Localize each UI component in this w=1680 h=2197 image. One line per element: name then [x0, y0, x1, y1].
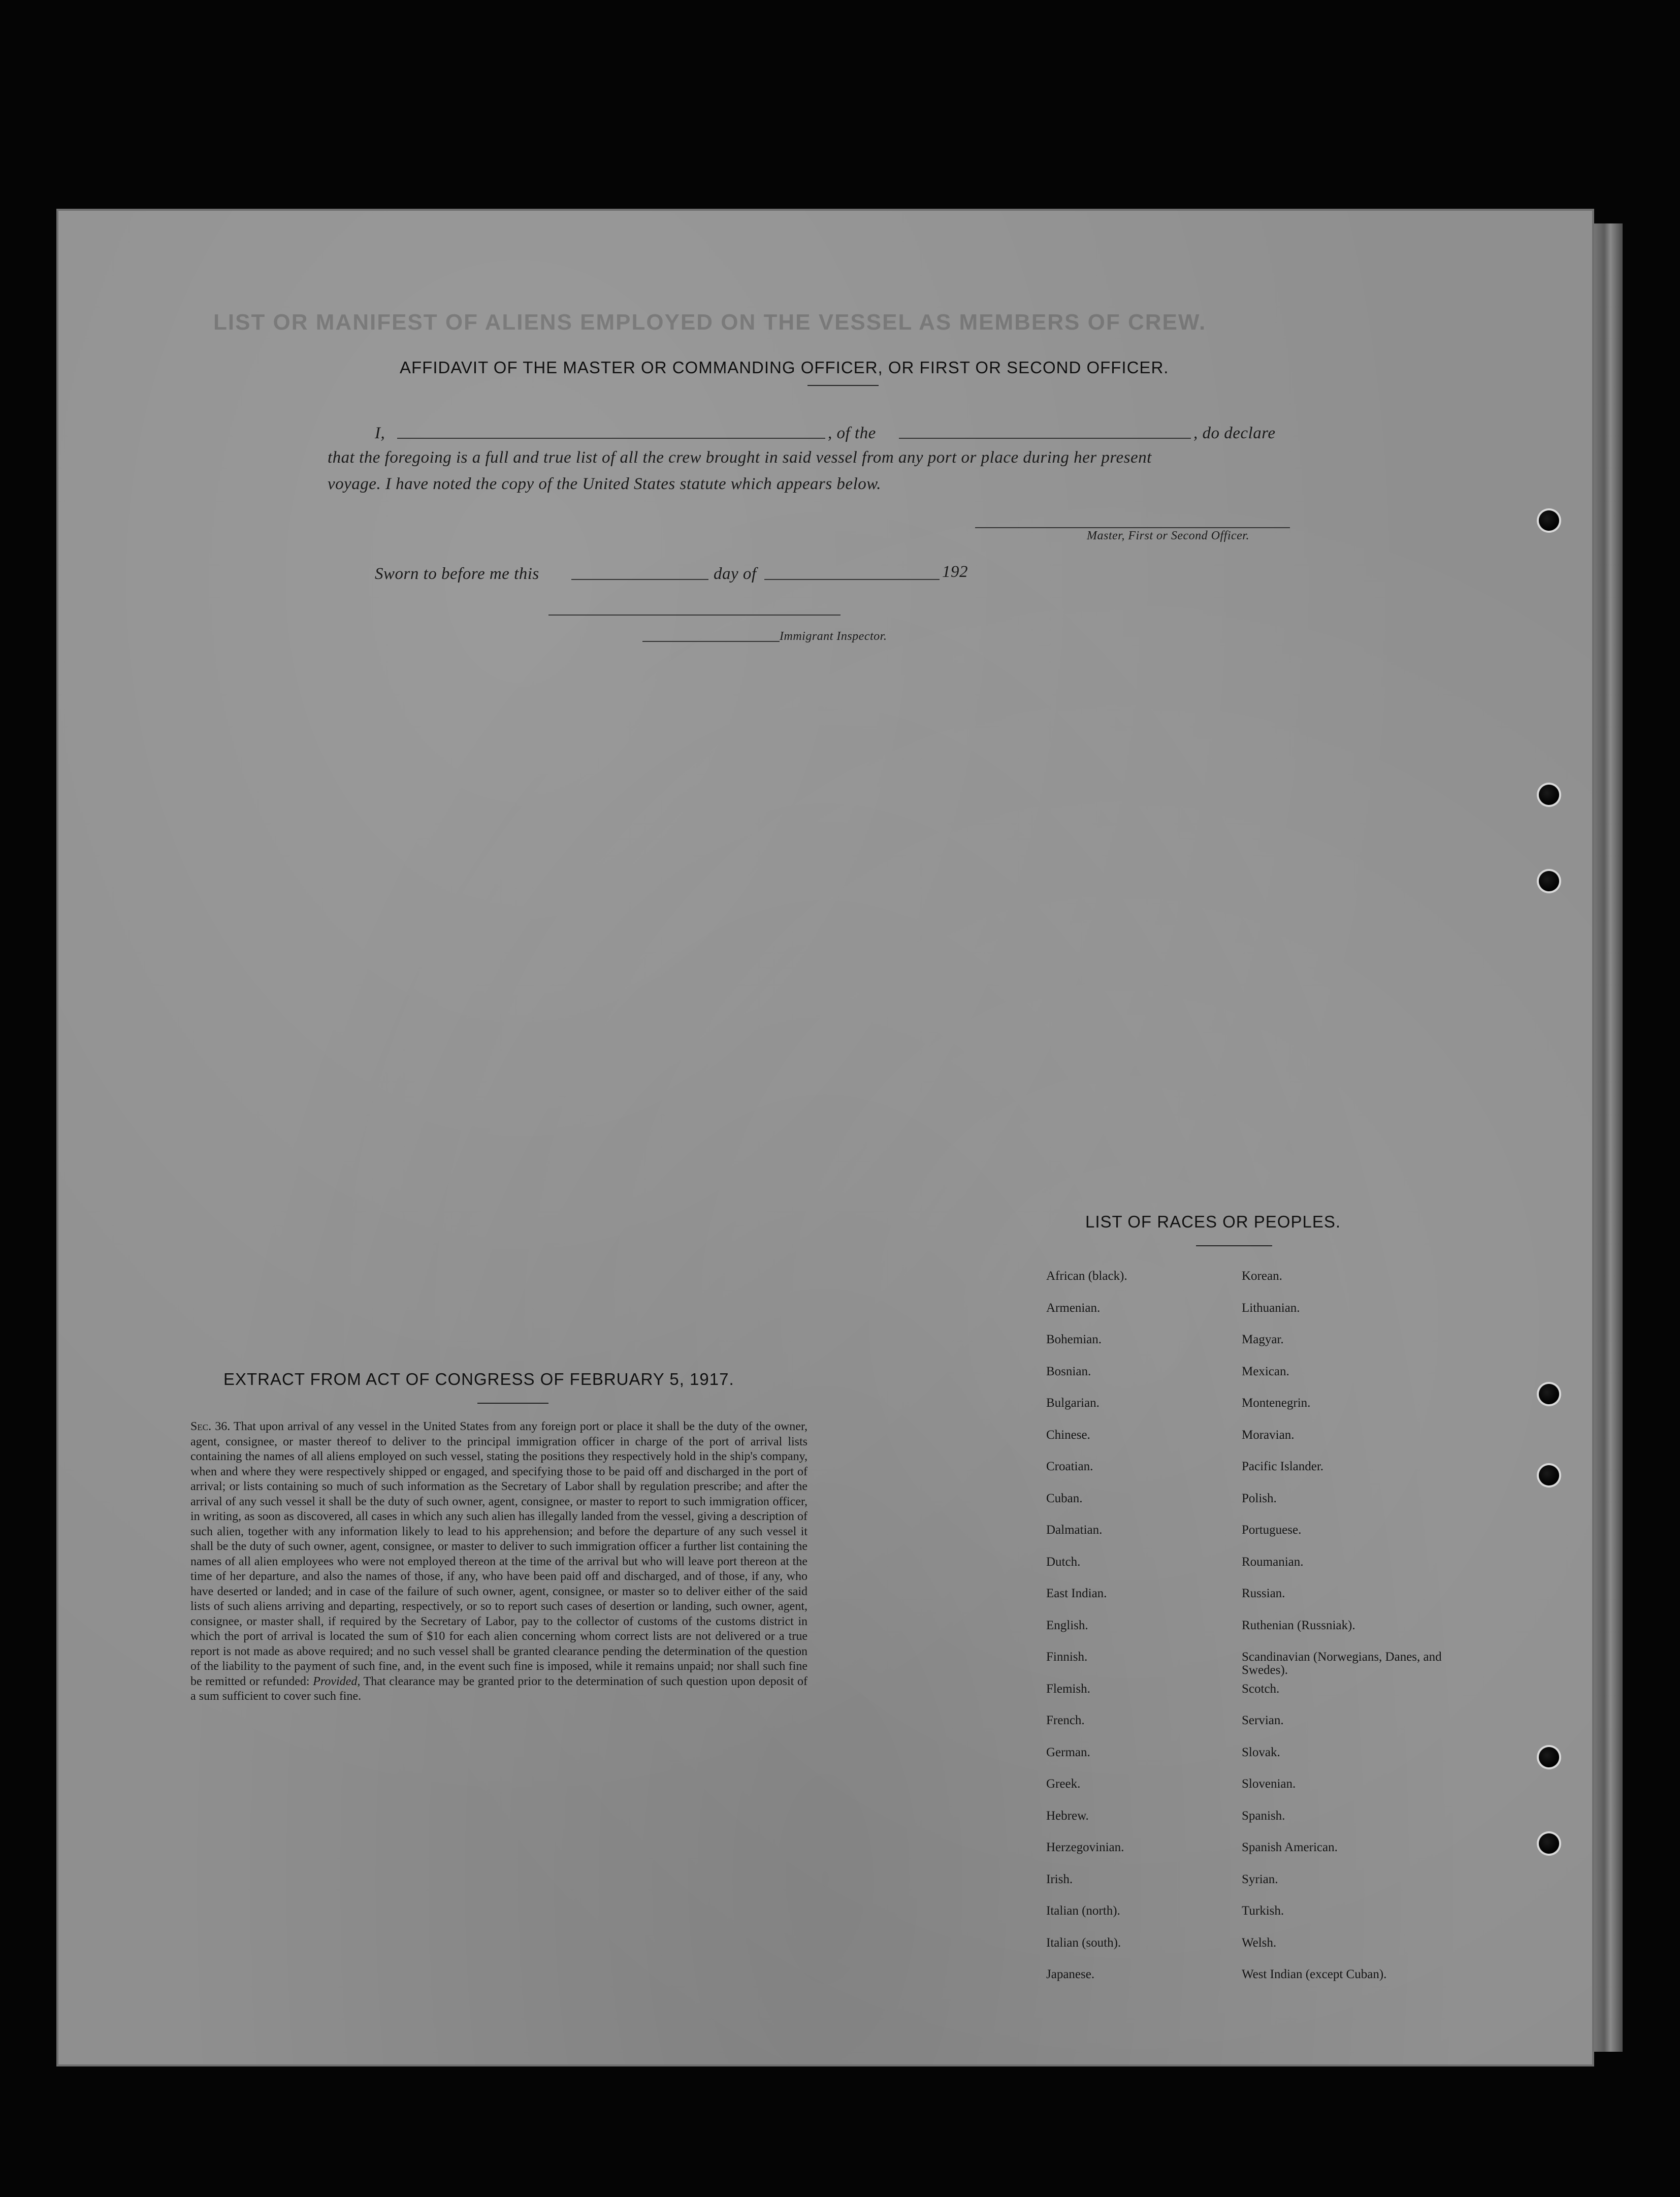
- act-heading-rule: [477, 1403, 548, 1404]
- master-signature-line: [975, 527, 1290, 528]
- affidavit-line2: that the foregoing is a full and true list of all the crew brought in said vessel from any port or place during her present: [328, 448, 1152, 467]
- race-item: Slovak.: [1242, 1745, 1280, 1759]
- master-signature-label: Master, First or Second Officer.: [1087, 529, 1249, 542]
- race-item: Moravian.: [1242, 1428, 1295, 1442]
- race-item: Montenegrin.: [1242, 1396, 1311, 1410]
- race-item: Roumanian.: [1242, 1555, 1304, 1569]
- act-text-2: That clearance may be granted prior to the determination of such question upon deposit of a sum sufficient to cover such fine.: [190, 1674, 807, 1703]
- act-text-1: That upon arrival of any vessel in the United States from any foreign port or place it shall be the duty of the owner, agent, consignee, or master thereof to deliver to the principal immigration officer in charge of the port of arrival lists containing the names of all aliens employed on such vessel, stating the positions they respectively hold in the ship's company, when and where they were respectively shipped or engaged, and specifying those to be paid off and discharged in the port of arrival; or lists containing so much of such information as the Secretary of Labor shall by regulation prescribe; and after the arrival of any such vessel it shall be the duty of such owner, agent, consignee, or master to report to such immigration officer, in writing, as soon as discovered, all cases in which any such alien has illegally landed from the vessel, giving a description of such alien, together with any information likely to lead to his apprehension; and before the departure of any such vessel it shall be the duty of such owner, agent, consignee, or master to deliver to such immigration officer a further list containing the names of all alien employees who were not employed thereon at the time of the arrival but who will leave port thereon at the time of her departure, and also the names of those, if any, who have been paid off and discharged, and of those, if any, who have deserted or landed; and in case of the failure of such owner, agent, consignee, or master so to deliver either of the said lists of such aliens arriving and departing, respectively, or so to report such cases of desertion or landing, such owner, agent, consignee, or master shall, if required by the Secretary of Labor, pay to the collector of customs of the customs district in which the port of arrival is located the sum of $10 for each alien concerning whom correct lists are not delivered or a true report is not made as above required; and no such vessel shall be granted clearance pending the determination of the question of the liability to the payment of such fine, and, in the event such fine is imposed, while it remains unpaid; nor shall such fine be remitted or refunded:: [190, 1420, 807, 1688]
- race-item: African (black).: [1046, 1269, 1127, 1283]
- race-item: Italian (south).: [1046, 1935, 1121, 1950]
- race-item: Flemish.: [1046, 1682, 1090, 1696]
- race-item: Korean.: [1242, 1269, 1282, 1283]
- race-item: Ruthenian (Russniak).: [1242, 1618, 1355, 1632]
- race-item: Mexican.: [1242, 1364, 1289, 1378]
- race-item: Servian.: [1242, 1714, 1284, 1727]
- race-item: Scotch.: [1242, 1682, 1280, 1696]
- race-item: Russian.: [1242, 1587, 1285, 1600]
- race-item: Spanish.: [1242, 1808, 1285, 1823]
- binder-hole-icon: [1539, 871, 1559, 891]
- inspector-signature-line: [548, 615, 841, 616]
- race-item: Bohemian.: [1046, 1333, 1102, 1346]
- page-edge-shadow: [1592, 223, 1623, 2052]
- race-item: Syrian.: [1242, 1872, 1278, 1886]
- race-item: French.: [1046, 1714, 1085, 1727]
- race-item: Dalmatian.: [1046, 1523, 1103, 1537]
- act-heading: EXTRACT FROM ACT OF CONGRESS OF FEBRUARY 5, 1917.: [223, 1370, 734, 1388]
- race-item: Portuguese.: [1242, 1523, 1302, 1537]
- race-item: West Indian (except Cuban).: [1242, 1967, 1387, 1981]
- race-item: Irish.: [1046, 1872, 1073, 1886]
- binder-hole-icon: [1539, 785, 1559, 805]
- race-item: Croatian.: [1046, 1460, 1093, 1473]
- race-item: German.: [1046, 1745, 1090, 1759]
- act-body-text: [190, 1419, 807, 1704]
- race-item: Turkish.: [1242, 1904, 1284, 1918]
- binder-hole-icon: [1539, 1465, 1559, 1485]
- race-item: Magyar.: [1242, 1333, 1284, 1346]
- sworn-day-of: day of: [714, 565, 757, 583]
- race-item: Spanish American.: [1242, 1840, 1338, 1854]
- race-item: Japanese.: [1046, 1967, 1095, 1981]
- race-item: Cuban.: [1046, 1491, 1083, 1505]
- affidavit-heading: AFFIDAVIT OF THE MASTER OR COMMANDING OFFICER, OR FIRST OR SECOND OFFICER.: [400, 358, 1169, 377]
- race-item: Chinese.: [1046, 1428, 1090, 1442]
- binder-hole-icon: [1539, 1384, 1559, 1404]
- sworn-prefix: Sworn to before me this: [375, 565, 539, 583]
- races-left-column: [1046, 1270, 1259, 2000]
- races-right-column: [1242, 1270, 1455, 2000]
- sworn-day-line: [571, 579, 708, 580]
- race-item: Lithuanian.: [1242, 1301, 1300, 1315]
- inspector-signature-line-2: [642, 641, 780, 642]
- affidavit-line3: voyage. I have noted the copy of the United States statute which appears below.: [328, 475, 882, 493]
- race-item: Slovenian.: [1242, 1777, 1296, 1791]
- race-item: East Indian.: [1046, 1587, 1107, 1600]
- race-item: Bosnian.: [1046, 1364, 1091, 1378]
- vessel-blank-line: [899, 438, 1191, 439]
- race-item: Armenian.: [1046, 1301, 1101, 1315]
- race-item: Welsh.: [1242, 1935, 1277, 1950]
- sworn-month-line: [764, 579, 940, 580]
- race-item: English.: [1046, 1618, 1088, 1632]
- race-item: Polish.: [1242, 1491, 1277, 1505]
- heading-rule: [807, 385, 879, 386]
- race-item: Herzegovinian.: [1046, 1840, 1124, 1854]
- section-label: Sec. 36.: [190, 1420, 231, 1433]
- bleed-through-header: LIST OR MANIFEST OF ALIENS EMPLOYED ON THE VESSEL AS MEMBERS OF CREW.: [213, 310, 1207, 335]
- affidavit-line1-middle: , of the: [828, 424, 876, 442]
- race-item: Italian (north).: [1046, 1904, 1120, 1918]
- race-item: Pacific Islander.: [1242, 1460, 1324, 1473]
- race-item: Hebrew.: [1046, 1808, 1089, 1823]
- inspector-label: Immigrant Inspector.: [780, 630, 887, 643]
- binder-hole-icon: [1539, 1833, 1559, 1854]
- binder-hole-icon: [1539, 1747, 1559, 1767]
- binder-hole-icon: [1539, 510, 1559, 531]
- race-item: Dutch.: [1046, 1555, 1081, 1569]
- name-blank-line: [397, 438, 825, 439]
- race-item: Scandinavian (Norwegians, Danes, and Swedes).: [1242, 1650, 1442, 1677]
- race-item: Bulgarian.: [1046, 1396, 1100, 1410]
- races-heading-rule: [1196, 1245, 1272, 1246]
- affidavit-line1-prefix: I,: [375, 424, 385, 442]
- races-heading: LIST OF RACES OR PEOPLES.: [1085, 1212, 1341, 1231]
- sworn-year: 192: [942, 563, 968, 581]
- affidavit-line1-suffix: , do declare: [1193, 424, 1276, 442]
- provided-label: Provided,: [313, 1674, 361, 1688]
- race-item: Finnish.: [1046, 1650, 1088, 1664]
- race-item: Greek.: [1046, 1777, 1081, 1791]
